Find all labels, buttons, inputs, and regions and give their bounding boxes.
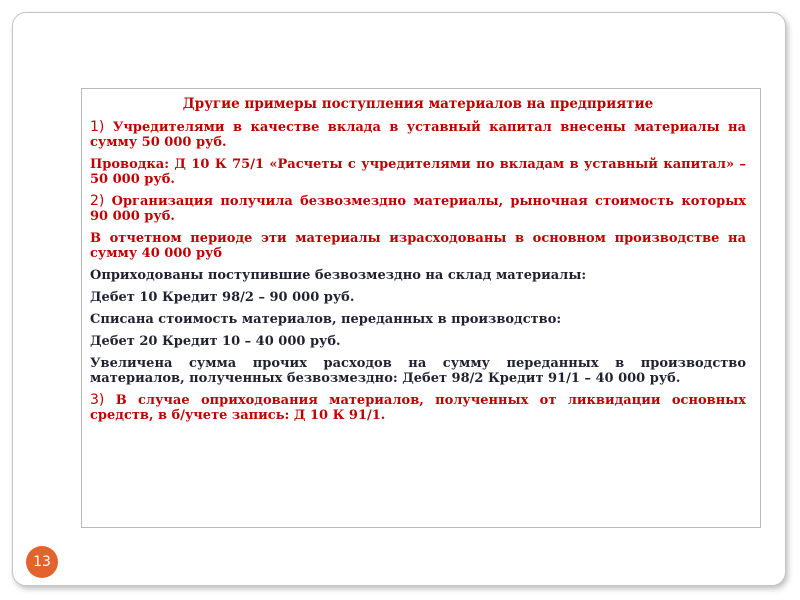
paragraph-4: В отчетном периоде эти материалы израсходованы в основном производстве на сумму 40 000 руб [90,231,746,261]
paragraph-5: Оприходованы поступившие безвозмездно на склад материалы: [90,268,587,283]
paragraph-9: Увеличена сумма прочих расходов на сумму переданных в производство материалов, полученных безвозмездно: Дебет 98/2 Кредит 91/1 – 40 000 руб. [90,356,746,386]
paragraph-3-text: Организация получила безвозмездно материалы, рыночная стоимость которых 90 000 руб. [90,194,746,224]
paragraph-8: Дебет 20 Кредит 10 – 40 000 руб. [90,334,341,349]
paragraph-6: Дебет 10 Кредит 98/2 – 90 000 руб. [90,290,355,305]
paragraph-1-number: 1) [90,119,105,135]
paragraph-10-number: 3) [90,392,105,408]
page-number-badge: 13 [26,546,58,578]
paragraph-10 [90,393,746,423]
paragraph-1 [90,120,746,150]
content-box [81,88,761,528]
paragraph-3 [90,194,746,224]
paragraph-7: Списана стоимость материалов, переданных в производство: [90,312,562,327]
paragraph-2: Проводка: Д 10 К 75/1 «Расчеты с учредителями по вкладам в уставный капитал» – 50 000 руб. [90,157,746,187]
paragraph-1-text: Учредителями в качестве вклада в уставный капитал внесены материалы на сумму 50 000 руб. [90,120,746,150]
paragraph-3-number: 2) [90,193,105,209]
slide-title: Другие примеры поступления материалов на предприятие [182,96,654,112]
paragraph-10-text: В случае оприходования материалов, полученных от ликвидации основных средств, в б/учете запись: Д 10 К 91/1. [90,393,746,423]
